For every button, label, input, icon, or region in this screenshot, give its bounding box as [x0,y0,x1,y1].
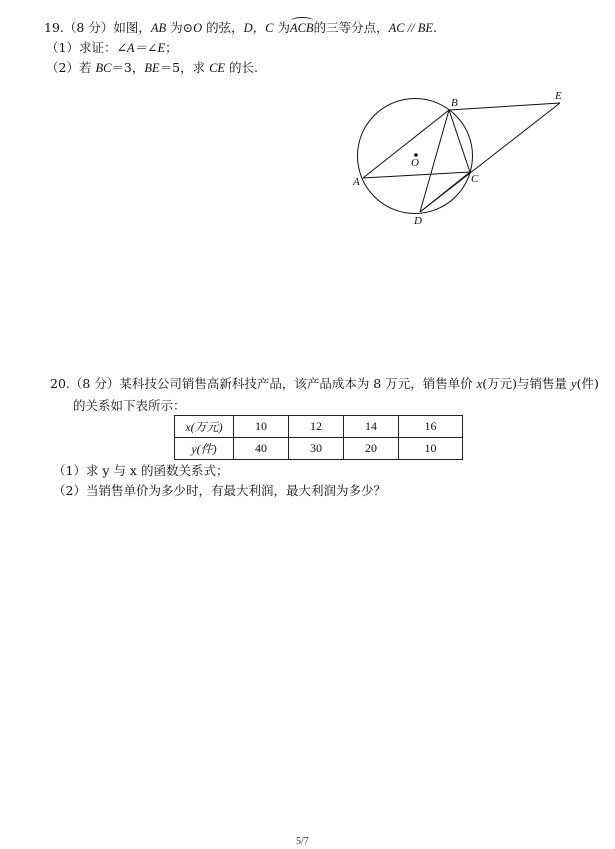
q19-text: 为⊙ [166,20,194,35]
q20-stem-cont: 的关系如下表所示： [73,398,186,413]
q19-part1-label: （1）求证： [46,40,117,55]
table-cell: 40 [234,438,289,460]
table-cell: 12 [289,416,344,438]
label-o: O [411,157,419,169]
table-cell: 30 [289,438,344,460]
segment-de [420,103,560,212]
table-cell: 16 [399,416,463,438]
label-a: A [353,176,360,188]
q19-text: 为 [273,20,290,35]
q20-var-y: y [571,377,577,391]
q20-text: 某科技公司销售高新科技产品，该产品成本为 8 万元，销售单价 [119,376,477,391]
q20-var-x: x [476,377,483,391]
segment-ac [363,172,470,178]
q19-text: ＝3， [111,60,145,75]
table-header-x: x(万元) [175,416,234,438]
q20-score: （8 分） [69,376,120,391]
q19-text: 的三等分点， [313,20,389,35]
q19-math: BE [144,61,160,75]
price-sales-table [174,415,463,460]
label-c: C [471,173,479,185]
geometry-figure [340,85,590,235]
label-b: B [451,97,458,109]
q19-math: BC [95,61,112,75]
circle-diagram [340,85,590,235]
q19-part2-label: （2）若 [46,60,96,75]
table-row-y [175,438,463,460]
table-header-y: y(件) [175,438,234,460]
q19-points: D，C [243,21,274,35]
q19-text: 的弦， [202,20,244,35]
q19-text: 如图， [113,20,151,35]
q20-text: (万元)与销售量 [482,376,571,391]
label-e: E [555,90,562,102]
q19-parallel: AC // BE [388,21,434,35]
table-cell: 20 [344,438,399,460]
q19-arc: ACB [289,21,314,35]
page-number: 5/7 [296,836,309,847]
segment-bd [420,110,449,212]
label-d: D [414,215,422,227]
q19-chord: AB [150,21,167,35]
q19-part1-math: ∠A＝∠E [116,41,166,55]
q19-number: 19. [44,20,64,35]
table-cell: 10 [399,438,463,460]
q19-text: . [433,20,438,35]
segment-ab [363,110,449,178]
q19-circle: O [193,21,203,35]
table-cell: 10 [234,416,289,438]
q19-text: ； [165,40,178,55]
table-cell: 14 [344,416,399,438]
q19-text: 的长. [225,60,259,75]
q19-text: ＝5，求 [159,60,210,75]
q19-part2 [46,60,258,76]
segment-be [449,103,560,110]
q20-number: 20. [50,376,70,391]
q19-score: （8 分） [63,20,114,35]
table-row-x [175,416,463,438]
q20-part1: （1）求 y 与 x 的函数关系式； [53,463,229,478]
q20-text: (件) [576,376,599,391]
q19-stem [44,20,437,36]
q20-part2: （2）当销售单价为多少时，有最大利润，最大利润为多少？ [53,483,386,498]
q19-math: CE [209,61,226,75]
q20-stem [50,376,599,392]
q19-part1 [46,40,178,56]
